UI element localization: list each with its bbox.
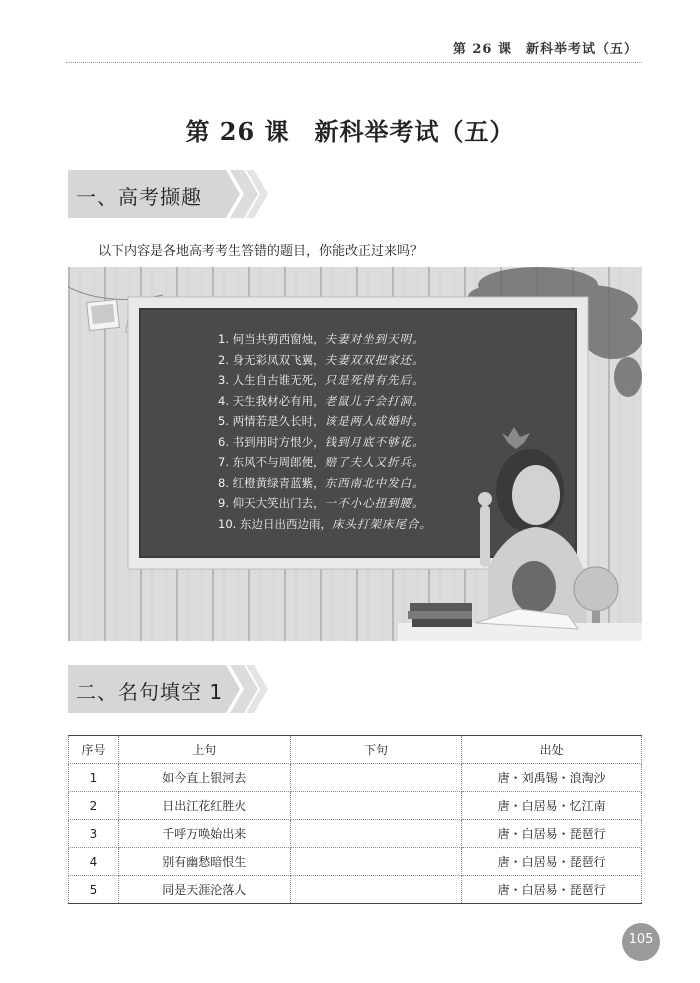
blackboard-illustration xyxy=(68,267,642,641)
answer-blank xyxy=(290,876,462,904)
blackboard-line: 6. 书到用时方恨少，钱到月底不够花。 xyxy=(218,434,425,449)
blackboard-line: 8. 红橙黄绿青蓝紫，东西南北中发白。 xyxy=(218,475,425,490)
page-number: 105 xyxy=(622,923,660,961)
section-banner-1 xyxy=(68,170,268,218)
section-2-heading: 二、名句填空 1 xyxy=(76,680,224,704)
blackboard-line: 4. 天生我材必有用，老鼠儿子会打洞。 xyxy=(218,393,425,408)
table-row: 5 同是天涯沦落人 唐・白居易・琵琶行 xyxy=(69,876,642,904)
blackboard-line: 10. 东边日出西边雨，床头打架床尾合。 xyxy=(218,516,432,531)
quote-fill-table xyxy=(68,735,642,904)
answer-blank xyxy=(290,820,462,848)
blackboard-text xyxy=(218,329,478,534)
section-1-heading: 一、高考撷趣 xyxy=(76,185,202,209)
blackboard-line: 7. 东风不与周郎便，赔了夫人又折兵。 xyxy=(218,455,425,469)
table-row: 4 别有幽愁暗恨生 唐・白居易・琵琶行 xyxy=(69,848,642,876)
blackboard-line: 1. 何当共剪西窗烛，夫妻对坐到天明。 xyxy=(218,332,425,346)
header-source: 出处 xyxy=(462,736,642,764)
blackboard-line: 2. 身无彩凤双飞翼，夫妻双双把家还。 xyxy=(218,352,425,367)
header-first-line: 上句 xyxy=(118,736,290,764)
header-divider xyxy=(66,62,642,63)
blackboard-line: 3. 人生自古谁无死，只是死得有先后。 xyxy=(218,373,425,387)
answer-blank xyxy=(290,792,462,820)
header-second-line: 下句 xyxy=(290,736,462,764)
answer-blank xyxy=(290,764,462,792)
table-row: 2 日出江花红胜火 唐・白居易・忆江南 xyxy=(69,792,642,820)
running-header: 第 26 课 新科举考试（五） xyxy=(452,42,638,57)
section-1-intro: 以下内容是各地高考考生答错的题目，你能改正过来吗？ xyxy=(98,244,424,259)
table-header-row xyxy=(69,736,642,764)
lesson-title: 第 26 课 新科举考试（五） xyxy=(185,117,515,146)
answer-blank xyxy=(290,848,462,876)
table-row: 1 如今直上银河去 唐・刘禹锡・浪淘沙 xyxy=(69,764,642,792)
blackboard-line: 5. 两情若是久长时，该是两人成婚时。 xyxy=(218,414,425,428)
section-banner-2 xyxy=(68,665,268,713)
blackboard-line: 9. 仰天大笑出门去，一不小心扭到腰。 xyxy=(218,496,425,510)
header-number: 序号 xyxy=(69,736,119,764)
table-row: 3 千呼万唤始出来 唐・白居易・琵琶行 xyxy=(69,820,642,848)
